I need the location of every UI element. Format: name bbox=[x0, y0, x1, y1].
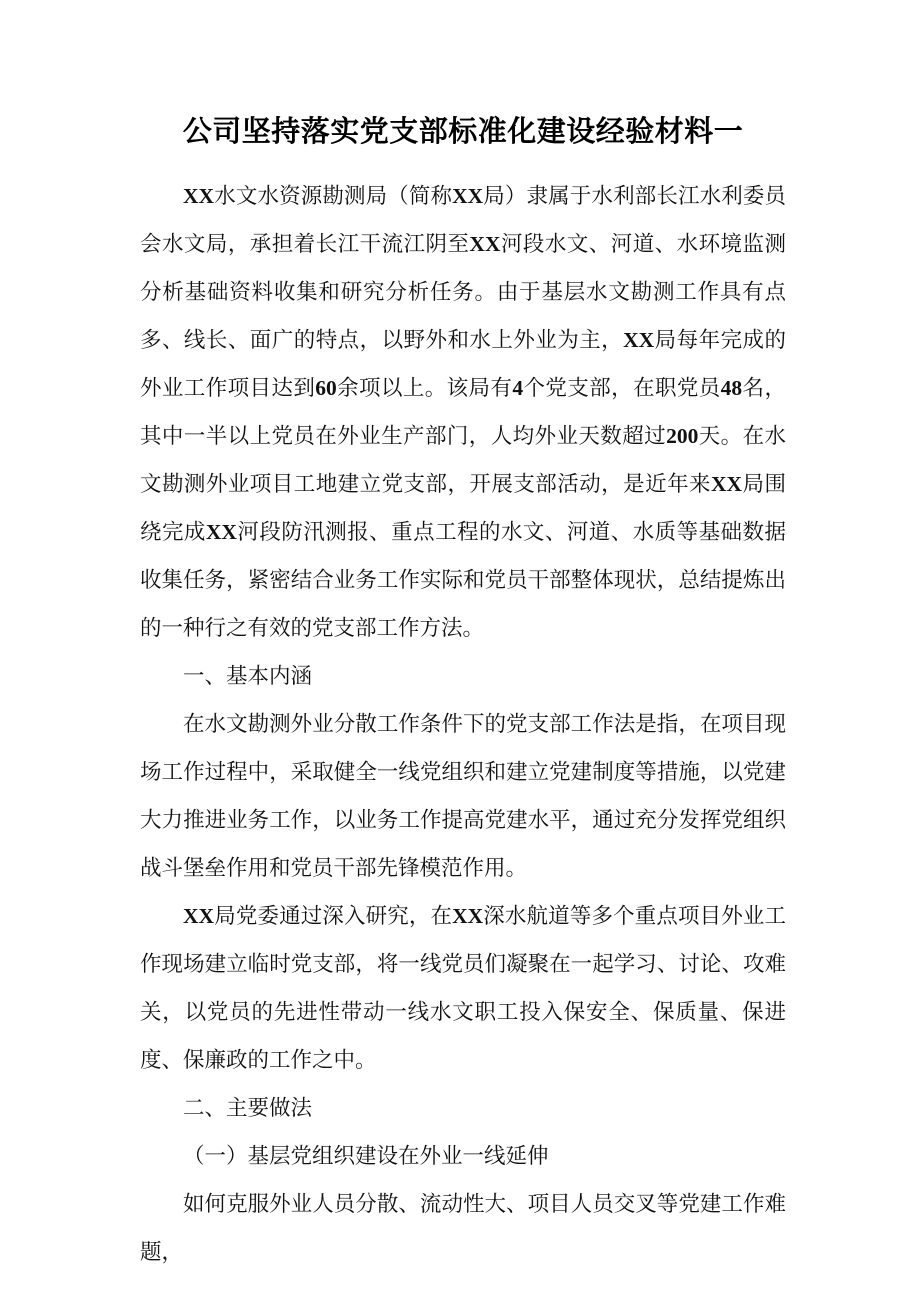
section-heading-2: 二、主要做法 bbox=[183, 1096, 313, 1120]
section-heading-1: 一、基本内涵 bbox=[183, 664, 313, 688]
paragraph-challenge: 如何克服外业人员分散、流动性大、项目人员交叉等党建工作难题， bbox=[140, 1192, 786, 1264]
paragraph-intro: XX水文水资源勘测局（简称XX局）隶属于水利部长江水利委员会水文局，承担着长江干流江阴至XX河段水文、河道、水环境监测分析基础资料收集和研究分析任务。由于基层水文勘测工作具有点多、线长、面广的特点，以野外和水上外业为主，XX局每年完成的外业工作项目达到60余项以上。该局有4个党支部，在职党员48名，其中一半以上党员在外业生产部门，人均外业天数超过200天。在水文勘测外业项目工地建立党支部，开展支部活动，是近年来XX局围绕完成XX河段防汛测报、重点工程的水文、河道、水质等基础数据收集任务，紧密结合业务工作实际和党员干部整体现状，总结提炼出的一种行之有效的党支部工作方法。 bbox=[140, 184, 786, 640]
subsection-heading-1: （一）基层党组织建设在外业一线延伸 bbox=[183, 1144, 549, 1168]
document-title: 公司坚持落实党支部标准化建设经验材料一 bbox=[182, 116, 744, 148]
paragraph-basic-meaning: 在水文勘测外业分散工作条件下的党支部工作法是指，在项目现场工作过程中，采取健全一线党组织和建立党建制度等措施，以党建大力推进业务工作，以业务工作提高党建水平，通过充分发挥党组织战斗堡垒作用和党员干部先锋模范作用。 bbox=[140, 712, 786, 880]
paragraph-party-committee: XX局党委通过深入研究，在XX深水航道等多个重点项目外业工作现场建立临时党支部，将一线党员们凝聚在一起学习、讨论、攻难关，以党员的先进性带动一线水文职工投入保安全、保质量、保进度、保廉政的工作之中。 bbox=[140, 904, 786, 1072]
